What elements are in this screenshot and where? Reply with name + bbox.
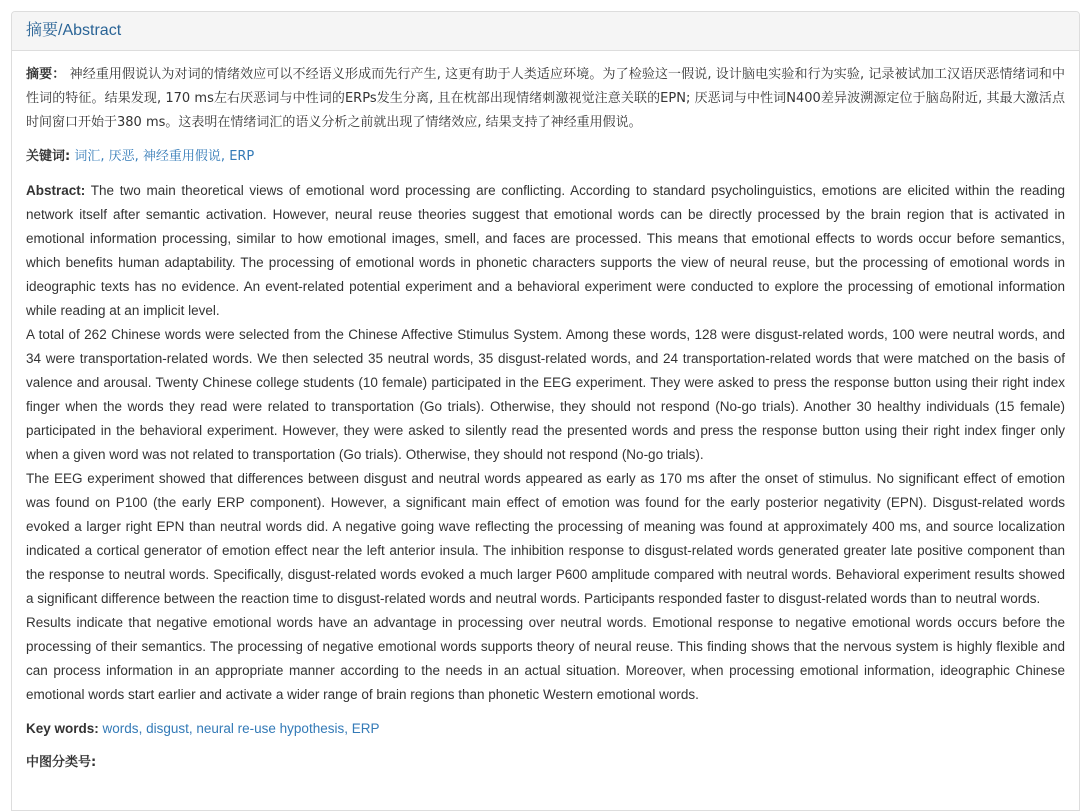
keyword-separator: , bbox=[220, 149, 230, 164]
en-abstract-paragraph bbox=[26, 179, 1065, 323]
en-keyword-link[interactable]: words bbox=[102, 721, 139, 736]
panel-title: 摘要/Abstract bbox=[12, 12, 1079, 51]
en-abstract-text: The two main theoretical views of emotional word processing are conflicting. According to standard psycholinguistics, emotions are elicited within the reading network itself after semantic activation. However, neural reuse theories suggest that emotional words can be directly processed by the brain region that is activated in emotional information processing, similar to how emotional images, smell, and faces are processed. This means that emotional effects to words occur before semantics, which benefits human adaptability. The processing of emotional words in phonetic characters supports the view of neural reuse, but the processing of emotional words in ideographic texts has no evidence. An event-related potential experiment and a behavioral experiment were conducted to explore the processing of emotional information while reading at an implicit level. bbox=[26, 183, 1066, 318]
zh-keyword-link[interactable]: 神经重用假说 bbox=[142, 149, 221, 164]
en-abstract-paragraph: Results indicate that negative emotional words have an advantage in processing over neutral words. Emotional response to negative emotional words occurs before the processing of their semantics. The processing of negative emotional words supports theory of neural reuse. This finding shows that the nervous system is highly flexible and can process information in an appropriate manner according to the needs in an actual situation. Moreover, when processing emotional information, ideographic Chinese emotional words start earlier and activate a wider range of brain regions than phonetic Western emotional words. bbox=[26, 615, 1065, 702]
zh-keywords-label: 关键词: bbox=[26, 149, 71, 164]
en-abstract-label: Abstract: bbox=[26, 183, 86, 198]
en-keywords bbox=[26, 717, 1065, 741]
keyword-separator: , bbox=[134, 149, 143, 164]
zh-abstract-label: 摘要： bbox=[26, 67, 66, 82]
keyword-separator: , bbox=[100, 149, 109, 164]
clc-label: 中图分类号: bbox=[26, 755, 97, 770]
en-abstract bbox=[26, 179, 1065, 707]
zh-abstract-text: 神经重用假说认为对词的情绪效应可以不经语义形成而先行产生, 这更有助于人类适应环境。为了检验这一假说, 设计脑电实验和行为实验, 记录被试加工汉语厌恶情绪词和中性词的特征。结果发现, 170 ms左右厌恶词与中性词的ERPs发生分离, 且在枕部出现情绪刺激视觉注意关联的EPN; 厌恶词与中性词N400差异波溯源定位于脑岛附近, 其最大激活点时间窗口开始于380 ms。这表明在情绪词汇的语义分析之前就出现了情绪效应, 结果支持了神经重用假说。 bbox=[26, 67, 1065, 130]
zh-keywords-list bbox=[74, 149, 254, 164]
zh-abstract bbox=[26, 63, 1065, 135]
keyword-separator: , bbox=[188, 721, 197, 736]
zh-keyword-link[interactable]: ERP bbox=[229, 149, 255, 164]
en-abstract-paragraph: The EEG experiment showed that differences between disgust and neutral words appeared as early as 170 ms after the onset of stimulus. No significant effect of emotion was found on P100 (the early ERP component). However, a significant main effect of emotion was found for the early posterior negativity (EPN). Disgust-related words evoked a larger right EPN than neutral words did. A negative going wave reflecting the processing of meaning was found at approximately 400 ms, and source localization indicated a cortical generator of emotion effect near the left anterior insula. The inhibition response to disgust-related words generated greater late positive component than the response to neutral words. Specifically, disgust-related words evoked a much larger P600 amplitude compared with neutral words. Behavioral experiment results showed a significant difference between the reaction time to disgust-related words and neutral words. Participants responded faster to disgust-related words than to neutral words. bbox=[26, 471, 1065, 606]
abstract-panel bbox=[11, 11, 1080, 811]
zh-keyword-link[interactable]: 厌恶 bbox=[108, 149, 135, 164]
keyword-separator: , bbox=[344, 721, 352, 736]
en-keywords-list bbox=[103, 721, 380, 736]
en-keywords-label: Key words: bbox=[26, 721, 99, 736]
en-keyword-link[interactable]: disgust bbox=[146, 721, 189, 736]
keyword-separator: , bbox=[138, 721, 147, 736]
en-keyword-link[interactable]: neural re-use hypothesis bbox=[196, 721, 345, 736]
zh-keywords bbox=[26, 145, 1065, 169]
panel-body bbox=[12, 51, 1079, 775]
en-keyword-link[interactable]: ERP bbox=[351, 721, 380, 736]
en-abstract-paragraph: A total of 262 Chinese words were selected from the Chinese Affective Stimulus System. Among these words, 128 were disgust-related words, 100 were neutral words, and 34 were transportation-related words. We then selected 35 neutral words, 35 disgust-related words, and 24 transportation-related words that were matched on the basis of valence and arousal. Twenty Chinese college students (10 female) participated in the EEG experiment. They were asked to press the response button using their right index finger when the words they read were related to transportation (Go trials). Otherwise, they should not respond (No-go trials). Another 30 healthy individuals (15 female) participated in the behavioral experiment. However, they were asked to silently read the presented words and press the response button using their right index finger only when a given word was not related to transportation (Go trials). Otherwise, they should not respond (No-go trials). bbox=[26, 327, 1065, 462]
clc-number bbox=[26, 751, 1065, 775]
zh-keyword-link[interactable]: 词汇 bbox=[74, 149, 101, 164]
